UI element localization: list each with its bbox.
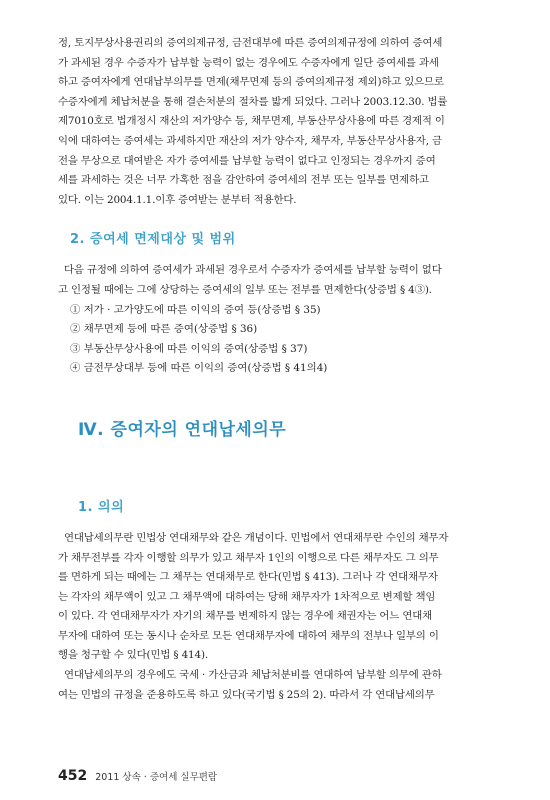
text-line: 연대납세의무란 민법상 연대채무와 같은 개념이다. 민법에서 연대채무란 수인의 채무자 — [64, 531, 449, 544]
page-content — [58, 34, 490, 705]
page-number: 452 — [58, 768, 88, 784]
text-line: 가 채무전부를 각자 이행할 의무가 있고 채무자 1인의 이행으로 다른 채무자도 그 의무 — [58, 551, 439, 564]
text-line: 수증자에게 체납처분을 통해 결손처분의 절차를 밟게 되었다. 그러나 2003.12.30. 법률 — [58, 95, 448, 108]
text-line: 행을 청구할 수 있다(민법 § 414). — [58, 649, 209, 662]
text-line: 무자에 대하여 또는 동시나 순차로 모든 연대채무자에 대하여 채무의 전부나 일부의 이 — [58, 629, 439, 642]
book-title: 2011 상속 · 증여세 실무편람 — [95, 772, 218, 783]
text-line: 있다. 이는 2004.1.1.이후 증여받는 분부터 적용한다. — [58, 193, 297, 206]
text-line: 하고 증여자에게 연대납부의무를 면제(채무면제 등의 증여의제규정 제외)하고 있으므로 — [58, 76, 444, 89]
section2-paragraph — [58, 261, 490, 300]
text-line: 여는 민법의 규정을 준용하도록 하고 있다(국기법 § 25의 2). 따라서 각 연대납세의무 — [58, 688, 435, 701]
text-line: 정, 토지무상사용권리의 증여의제규정, 금전대부에 따른 증여의제규정에 의하여 증여세 — [58, 37, 443, 49]
text-line: 전을 무상으로 대여받은 자가 증여세를 납부할 능력이 없다고 인정되는 경우까지 증여 — [58, 154, 436, 167]
list-item: ① 저가 · 고가양도에 따른 이익의 증여 등(상증법 § 35) — [70, 303, 321, 316]
page-footer — [58, 768, 217, 784]
text-line: 를 면하게 되는 때에는 그 채무는 연대채무로 한다(민법 § 413). 그러나 각 연대채무자 — [58, 571, 438, 584]
chapter-heading: Ⅳ. 증여자의 연대납세의무 — [78, 419, 287, 440]
text-line: 제7010호로 법개정시 재산의 저가양수 등, 채무면제, 부동산무상사용에 따른 경제적 이 — [58, 115, 445, 128]
text-line: 가 과세된 경우 수증자가 납부할 능력이 없는 경우에도 수증자에게 일단 증여세를 과세 — [58, 56, 439, 69]
section1-paragraph1 — [58, 529, 490, 666]
section-heading-exemption: 2. 증여세 면제대상 및 범위 — [70, 232, 236, 248]
text-line: 연대납세의무의 경우에도 국세 · 가산금과 체납처분비를 연대하여 납부할 의무에 관하 — [64, 669, 442, 682]
text-line: 다음 규정에 의하여 증여세가 과세된 경우로서 수증자가 증여세를 납부할 능력이 없다 — [64, 264, 442, 277]
text-line: 는 각자의 채무액이 있고 그 채무액에 대하여는 당해 채무자가 1차적으로 변제할 책임 — [58, 590, 436, 603]
list-item: ③ 부동산무상사용에 따른 이익의 증여(상증법 § 37) — [70, 342, 308, 355]
text-line: 세를 과세하는 것은 너무 가혹한 점을 감안하여 증여세의 전부 또는 일부를 면제하고 — [58, 174, 429, 187]
section1-paragraph2 — [58, 666, 490, 705]
text-line: 고 인정될 때에는 그에 상당하는 증여세의 일부 또는 전부를 면제한다(상증법 § 4③). — [58, 283, 432, 296]
text-line: 익에 대하여는 증여세는 과세하지만 재산의 저가 양수자, 채무자, 부동산무상사용자, 금 — [58, 134, 442, 147]
section-heading-meaning: 1. 의의 — [78, 499, 125, 515]
list-item: ② 채무면제 등에 따른 증여(상증법 § 36) — [70, 323, 258, 336]
intro-paragraph — [58, 34, 490, 210]
text-line: 이 있다. 각 연대채무자가 자기의 채무를 변제하지 않는 경우에 채권자는 어느 연대채 — [58, 610, 433, 623]
list-item: ④ 금전무상대부 등에 따른 이익의 증여(상증법 § 41의4) — [70, 362, 328, 375]
